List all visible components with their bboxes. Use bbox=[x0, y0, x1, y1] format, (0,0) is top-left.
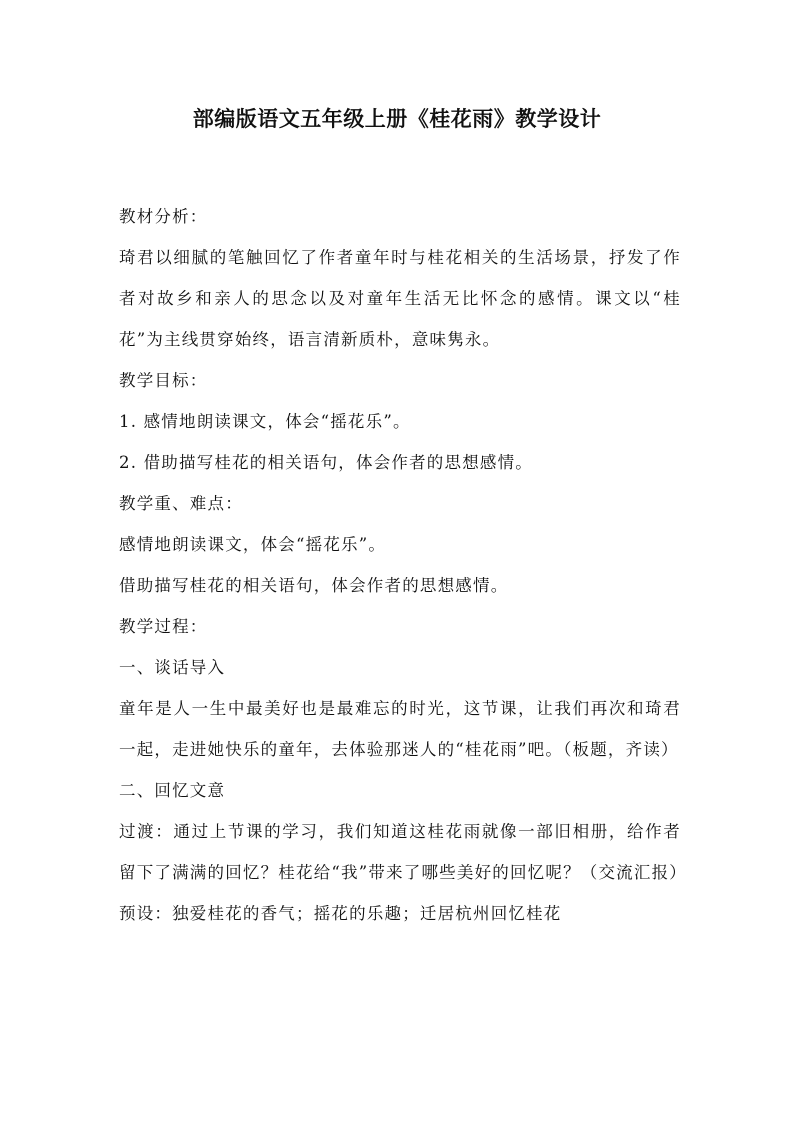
step-2-transition-paragraph: 过渡：通过上节课的学习，我们知道这桂花雨就像一部旧相册，给作者留下了满满的回忆？桂花给“我”带来了哪些美好的回忆呢？（交流汇报） bbox=[119, 822, 687, 882]
goals-heading: 教学目标： bbox=[119, 371, 208, 390]
step-2-heading: 二、回忆文意 bbox=[119, 781, 226, 800]
step-1-heading: 一、谈话导入 bbox=[119, 658, 226, 677]
keypoint-item-1: 感情地朗读课文，体会“摇花乐”。 bbox=[119, 535, 387, 554]
goal-item-2: 2. 借助描写桂花的相关语句，体会作者的思想感情。 bbox=[119, 453, 533, 472]
document-title: 部编版语文五年级上册《桂花雨》教学设计 bbox=[192, 107, 602, 131]
keypoints-heading: 教学重、难点： bbox=[119, 494, 243, 513]
analysis-paragraph: 琦君以细腻的笔触回忆了作者童年时与桂花相关的生活场景，抒发了作者对故乡和亲人的思念以及对童年生活无比怀念的感情。课文以“桂花”为主线贯穿始终，语言清新质朴，意味隽永。 bbox=[119, 248, 681, 349]
goal-item-1: 1. 感情地朗读课文，体会“摇花乐”。 bbox=[119, 412, 411, 431]
process-heading: 教学过程： bbox=[119, 617, 208, 636]
keypoint-item-2: 借助描写桂花的相关语句，体会作者的思想感情。 bbox=[119, 576, 509, 595]
step-1-paragraph: 童年是人一生中最美好也是最难忘的时光，这节课，让我们再次和琦君一起，走进她快乐的童年，去体验那迷人的“桂花雨”吧。（板题，齐读） bbox=[119, 699, 681, 759]
document-body bbox=[119, 196, 687, 934]
step-2-preset-line: 预设：独爱桂花的香气；摇花的乐趣；迁居杭州回忆桂花 bbox=[119, 904, 562, 923]
analysis-heading: 教材分析： bbox=[119, 207, 208, 226]
